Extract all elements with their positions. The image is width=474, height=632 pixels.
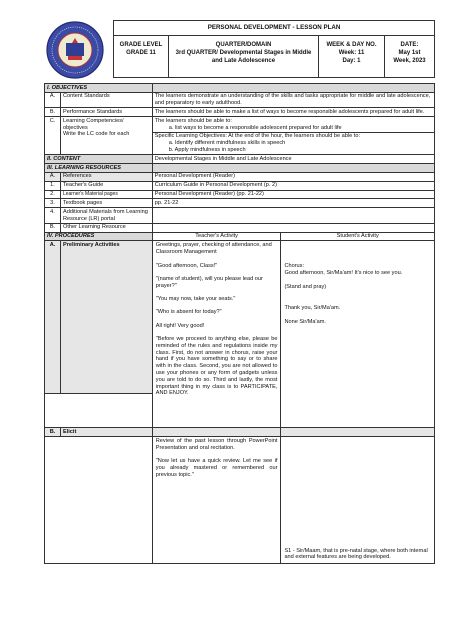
performance-standards-row [45,108,435,117]
specific-objective-item: b. Apply mindfulness in speech [168,147,246,153]
student-line: Good afternoon, Sir/Ma'am! It's nice to see you. [284,270,403,277]
teacher-line: "Who is absent for today?" [155,309,222,316]
row-number: B. [45,428,61,437]
header-table [113,20,435,78]
teacher-line: "(name of student), will you please lead our prayer?" [155,275,263,289]
row-label: Other Learning Resource [60,223,152,232]
teacher-line: "You may now, take your seats." [155,296,236,302]
row-label: Performance Standards [60,108,152,117]
lesson-plan-title: PERSONAL DEVELOPMENT - LESSON PLAN [114,21,435,36]
teachers-guide-row [45,181,435,190]
procedures-header-row [45,232,435,241]
row-number: 2. [45,190,61,199]
teacher-line: Greetings, prayer, checking of attendance, and Classroom Management [155,242,272,256]
quarter-label: QUARTER/DOMAIN [215,42,272,48]
specific-objectives-intro: Specific Learning Objectives: At the end of the hour, the learners should be able to: [154,133,361,140]
day-value: Day: 1 [342,58,361,65]
row-label: Preliminary Activities [60,241,152,393]
learners-material-row [45,190,435,199]
competencies-item: a. list ways to become a responsible adolescent prepared for adult life [168,124,342,131]
row-label: Content Standards [60,92,152,108]
date-cell [385,36,435,78]
competencies-text [152,117,434,133]
row-text: Curriculum Guide in Personal Development (p. 2) [152,181,434,190]
student-line: Chorus: [284,263,305,270]
textbook-pages-row [45,199,435,208]
row-label: Teacher's Guide [60,181,152,190]
resources-heading: III. LEARNING RESOURCES [45,164,153,173]
grade-level-cell [114,36,169,78]
additional-materials-row [45,208,435,224]
elicit-teacher-activity [152,437,281,564]
preliminary-student-activity [281,241,435,428]
date-value: May 1st [398,50,421,57]
student-line: Thank you, Sir/Ma'am. [284,305,341,312]
row-label: Textbook pages [60,199,152,208]
objectives-heading: I. OBJECTIVES [45,84,153,93]
week-day-label: WEEK & DAY NO. [326,42,377,48]
date-year: Week, 2023 [393,58,426,65]
row-label [60,117,152,155]
row-text: The learners should be able to make a list of ways to become responsible adolescents prepared for adult life. [152,108,434,117]
quarter-value: 3rd QUARTER/ Developmental Stages in Middle and Late Adolescence [175,50,312,65]
row-number: A. [45,241,61,393]
date-label: DATE: [400,42,419,48]
elicit-label-row [45,428,435,437]
week-value: Week: 11 [338,50,365,57]
student-activity-header: Student's Activity [281,232,435,241]
quarter-domain-cell [169,36,319,78]
teacher-line: "Good afternoon, Class!" [155,262,218,269]
row-text: Personal Development (Reader) (pp. 21-22) [152,190,434,199]
references-row [45,172,435,181]
procedures-heading: IV. PROCEDURES [45,232,153,241]
row-number: 4. [45,208,61,224]
content-row [45,155,435,164]
student-line: None Sir/Ma'am. [284,318,326,325]
student-line: (Stand and pray) [284,283,327,290]
teacher-line: All right! Very good! [155,322,205,329]
row-number: B. [45,223,61,232]
content-standards-row [45,92,435,108]
specific-objective-item: a. Identify different mindfulness skills in speech [168,140,286,147]
competencies-label: Learning Competencies/ objectives [62,117,124,131]
grade-level-label: GRADE LEVEL [119,42,163,48]
teacher-line: "Before we proceed to anything else, please be reminded of the rules and regulations inside my class. First, do not answer in chorus, raise your hand if you have something to say or to share with in the class. Second, you are not allowed to use your phones or any form of gadgets unless you are told to do so. Third and lastly, the most important thing in my class is to PARTICIPATE, AND ENJOY. [155,335,278,397]
deped-seal [44,20,106,80]
row-number: A. [45,92,61,108]
row-text: Personal Development (Reader) [152,172,434,181]
lesson-plan-table [44,83,435,564]
deped-seal-icon [44,20,106,80]
other-resource-row [45,223,435,232]
row-text: pp. 21-22 [152,199,434,208]
student-line: S1 - Sir/Maam, that is pre-natal stage, where both internal and external features are being developed. [284,547,428,561]
row-number: 1. [45,181,61,190]
week-day-cell [319,36,385,78]
row-label: References [60,172,152,181]
row-text: The learners demonstrate an understanding of the skills and tasks appropriate for middle and late adolescence, and preparatory to early adulthood. [152,92,434,108]
row-number: A. [45,172,61,181]
row-label: Elicit [60,428,152,437]
teacher-line: "Now let us have a quick review. Let me see if you already mastered or remembered our previous topic." [155,458,278,478]
learning-competencies-row [45,117,435,133]
elicit-content-row [45,437,435,564]
teacher-line: Review of the past lesson through PowerPoint Presentation and oral recitation. [155,438,278,452]
competencies-intro: The learners should be able to: [154,117,232,124]
preliminary-teacher-activity [152,241,281,428]
specific-objectives-text [152,132,434,154]
row-number: B. [45,108,61,117]
header [44,20,435,80]
row-number: C. [45,117,61,155]
row-number: 3. [45,199,61,208]
elicit-student-activity [281,437,435,564]
row-label: Learner's Material pages [60,190,152,199]
row-label: Additional Materials from Learning Resource (LR) portal [60,208,152,224]
grade-level-value: GRADE 11 [126,50,156,57]
content-text: Developmental Stages in Middle and Late Adolescence [152,155,434,164]
preliminary-label-row [45,241,435,393]
teacher-activity-header: Teacher's Activity [152,232,281,241]
content-heading: II. CONTENT [45,155,153,164]
lc-code-label: Write the LC code for each [62,131,130,138]
